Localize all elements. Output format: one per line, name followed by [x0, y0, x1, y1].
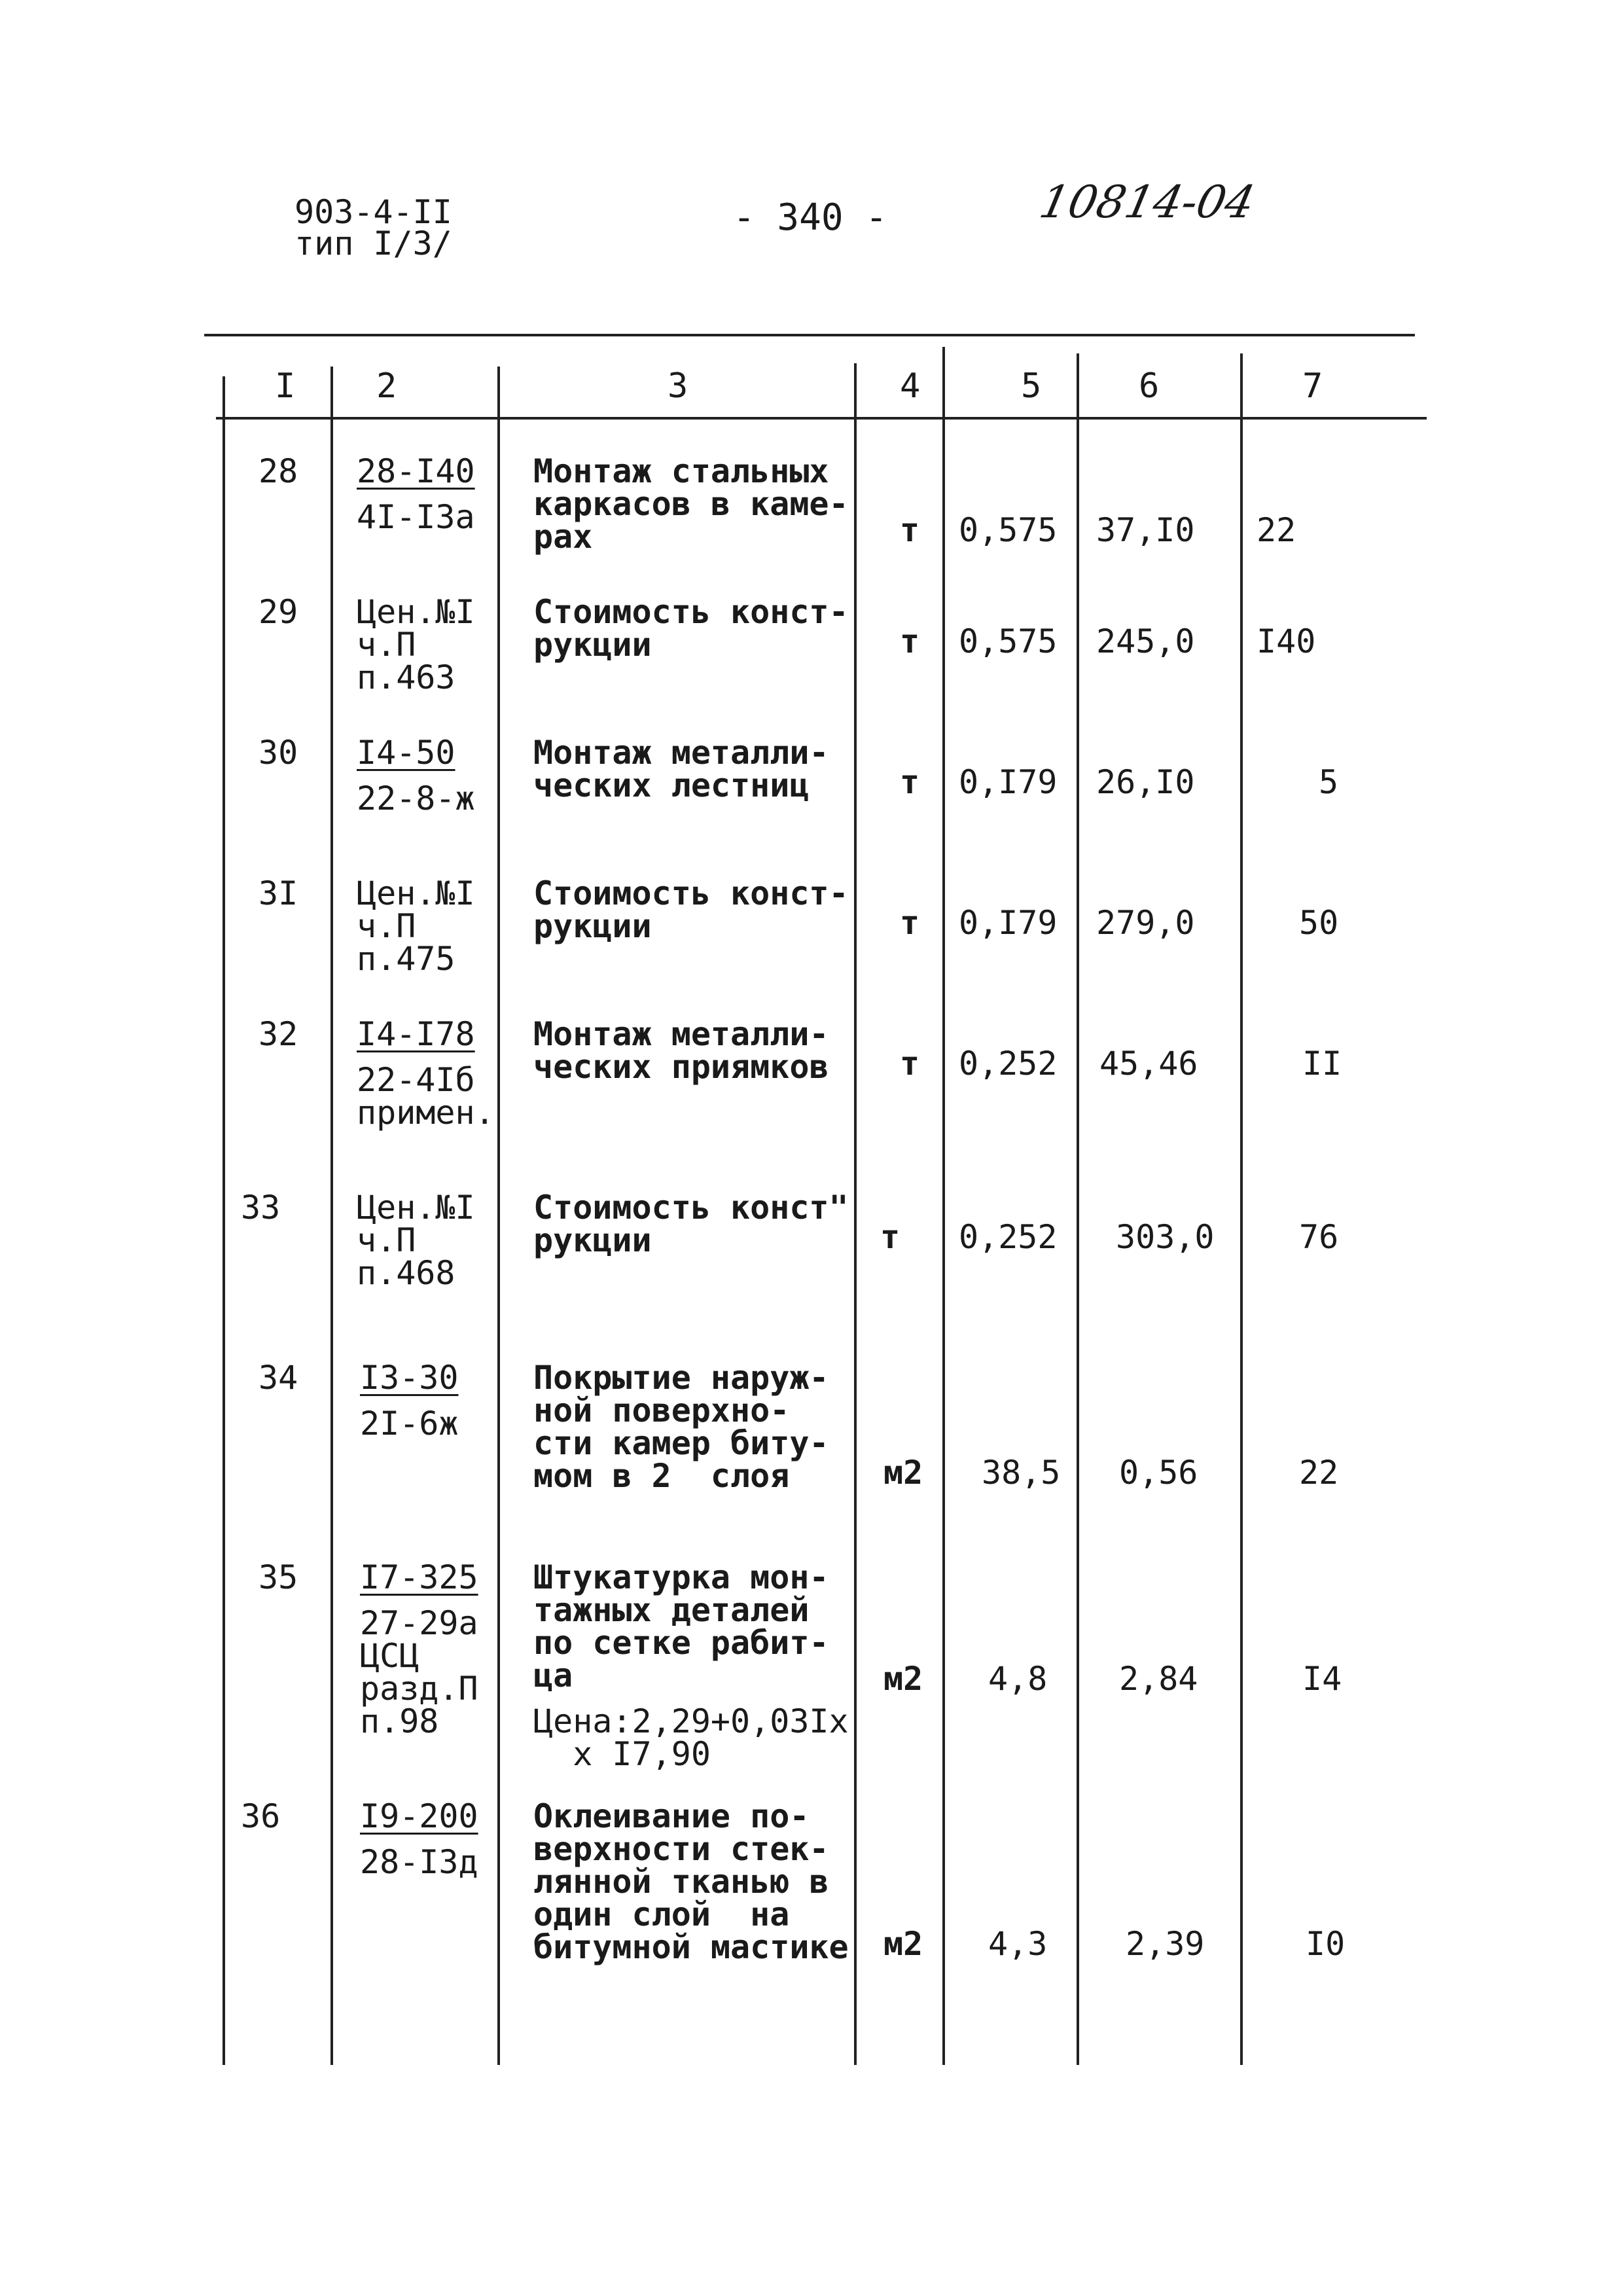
col-header-1: I — [275, 367, 296, 406]
col-header-6: 6 — [1139, 367, 1160, 406]
row-34-ref-2: 2I-6ж — [360, 1405, 459, 1443]
row-30-desc-2: ческих лестниц — [533, 766, 810, 804]
row-31-ref-2: ч.П — [357, 907, 416, 945]
row-30-total: 5 — [1319, 763, 1339, 801]
row-29-ref-1: Цен.№I — [357, 593, 475, 631]
row-35-ref-5: п.98 — [360, 1702, 439, 1740]
row-35-desc-1: Штукатурка мон- — [533, 1558, 829, 1596]
row-32-num: 32 — [259, 1015, 298, 1053]
row-34-total: 22 — [1299, 1454, 1339, 1492]
row-35-price: 2,84 — [1119, 1660, 1198, 1698]
row-28-desc-1: Монтаж стальных — [533, 452, 829, 490]
table-top-rule — [204, 334, 1415, 336]
row-31-ref-3: п.475 — [357, 940, 455, 978]
row-28-desc-2: каркасов в каме- — [533, 485, 849, 523]
row-35-ref-3: ЦСЦ — [360, 1637, 419, 1675]
row-29-desc-1: Стоимость конст- — [533, 593, 849, 631]
row-32-total: II — [1302, 1045, 1342, 1083]
col-line-4 — [942, 347, 945, 2065]
row-35-price-formula-1: Цена:2,29+0,03Iх — [533, 1702, 849, 1740]
col-header-5: 5 — [1021, 367, 1042, 406]
col-header-3: 3 — [668, 367, 688, 406]
doc-code-line2: тип I/3/ — [294, 224, 452, 262]
col-line-5 — [1077, 353, 1079, 2065]
row-36-num: 36 — [241, 1797, 281, 1835]
row-33-desc-2: рукции — [533, 1221, 652, 1259]
row-32-ref-2: 22-4Iб — [357, 1061, 475, 1099]
row-36-desc-2: верхности стек- — [533, 1830, 829, 1868]
row-36-price: 2,39 — [1126, 1925, 1205, 1963]
col-line-1 — [330, 367, 333, 2065]
row-35-desc-4: ца — [533, 1657, 573, 1695]
row-29-desc-2: рукции — [533, 626, 652, 664]
row-29-num: 29 — [259, 593, 298, 631]
row-35-qty: 4,8 — [988, 1660, 1048, 1698]
row-32-desc-1: Монтаж металли- — [533, 1015, 829, 1053]
row-32-qty: 0,252 — [959, 1045, 1058, 1083]
row-31-qty: 0,I79 — [959, 904, 1058, 942]
row-34-ref-1: I3-30 — [360, 1359, 459, 1397]
row-35-desc-3: по сетке рабит- — [533, 1624, 829, 1662]
row-33-desc-1: Стоимость конст" — [533, 1189, 849, 1227]
row-34-price: 0,56 — [1119, 1454, 1198, 1492]
row-30-price: 26,I0 — [1096, 763, 1195, 801]
row-29-ref-2: ч.П — [357, 626, 416, 664]
header-bottom-rule — [216, 417, 1427, 420]
row-28-ref-2: 4I-I3a — [357, 498, 475, 536]
row-35-ref-4: разд.П — [360, 1670, 478, 1708]
row-36-desc-3: лянной тканью в — [533, 1863, 829, 1901]
row-36-ref-1: I9-200 — [360, 1797, 478, 1835]
row-35-desc-2: тажных деталей — [533, 1591, 810, 1629]
row-33-total: 76 — [1299, 1218, 1339, 1256]
row-30-ref-2: 22-8-ж — [357, 780, 475, 817]
row-33-qty: 0,252 — [959, 1218, 1058, 1256]
col-header-4: 4 — [900, 367, 921, 406]
row-32-desc-2: ческих приямков — [533, 1048, 829, 1086]
row-36-unit: м2 — [883, 1925, 923, 1963]
row-28-unit: т — [900, 511, 920, 549]
row-31-unit: т — [900, 904, 920, 942]
row-31-price: 279,0 — [1096, 904, 1195, 942]
row-33-ref-1: Цен.№I — [357, 1189, 475, 1227]
row-35-unit: м2 — [883, 1660, 923, 1698]
row-31-ref-1: Цен.№I — [357, 874, 475, 912]
col-line-0 — [223, 376, 225, 2065]
row-30-unit: т — [900, 763, 920, 801]
row-36-desc-4: один слой на — [533, 1895, 790, 1933]
row-28-qty: 0,575 — [959, 511, 1058, 549]
row-30-ref-1: I4-50 — [357, 734, 455, 772]
row-34-desc-2: ной поверхно- — [533, 1391, 790, 1429]
row-36-desc-5: битумной мастике — [533, 1928, 849, 1966]
page-number: - 340 - — [733, 196, 888, 239]
row-33-ref-2: ч.П — [357, 1221, 416, 1259]
row-35-ref-1: I7-325 — [360, 1558, 478, 1596]
col-line-6 — [1240, 353, 1243, 2065]
row-32-price: 45,46 — [1099, 1045, 1198, 1083]
row-34-unit: м2 — [883, 1454, 923, 1492]
row-36-total: I0 — [1306, 1925, 1346, 1963]
row-34-desc-3: сти камер биту- — [533, 1424, 829, 1462]
row-34-num: 34 — [259, 1359, 298, 1397]
row-35-total: I4 — [1302, 1660, 1342, 1698]
row-35-ref-2: 27-29а — [360, 1604, 478, 1642]
row-29-ref-3: п.463 — [357, 658, 455, 696]
row-35-price-formula-2: х I7,90 — [533, 1735, 711, 1773]
row-31-num: 3I — [259, 874, 298, 912]
row-33-price: 303,0 — [1116, 1218, 1215, 1256]
row-28-desc-3: рах — [533, 518, 593, 556]
row-36-ref-2: 28-I3д — [360, 1843, 478, 1881]
row-31-total: 50 — [1299, 904, 1339, 942]
row-34-desc-4: мом в 2 слоя — [533, 1457, 790, 1495]
row-28-price: 37,I0 — [1096, 511, 1195, 549]
row-29-qty: 0,575 — [959, 622, 1058, 660]
row-36-qty: 4,3 — [988, 1925, 1048, 1963]
row-31-desc-2: рукции — [533, 907, 652, 945]
row-28-total: 22 — [1257, 511, 1296, 549]
row-30-num: 30 — [259, 734, 298, 772]
col-header-2: 2 — [376, 367, 397, 406]
row-29-unit: т — [900, 622, 920, 660]
row-35-num: 35 — [259, 1558, 298, 1596]
row-28-num: 28 — [259, 452, 298, 490]
archive-number: 10814-04 — [1035, 177, 1260, 228]
row-29-price: 245,0 — [1096, 622, 1195, 660]
col-line-3 — [854, 363, 857, 2065]
col-line-2 — [497, 367, 500, 2065]
doc-code-line1: 903-4-II — [294, 193, 452, 231]
row-33-unit: т — [880, 1218, 901, 1256]
row-32-ref-3: примен. — [357, 1094, 495, 1132]
row-30-qty: 0,I79 — [959, 763, 1058, 801]
row-34-desc-1: Покрытие наруж- — [533, 1359, 829, 1397]
row-36-desc-1: Оклеивание по- — [533, 1797, 810, 1835]
row-30-desc-1: Монтаж металли- — [533, 734, 829, 772]
row-28-ref-1: 28-I40 — [357, 452, 475, 490]
row-32-ref-1: I4-I78 — [357, 1015, 475, 1053]
row-33-ref-3: п.468 — [357, 1254, 455, 1292]
col-header-7: 7 — [1302, 367, 1323, 406]
row-33-num: 33 — [241, 1189, 281, 1227]
row-31-desc-1: Стоимость конст- — [533, 874, 849, 912]
row-29-total: I40 — [1257, 622, 1316, 660]
row-32-unit: т — [900, 1045, 920, 1083]
row-34-qty: 38,5 — [982, 1454, 1061, 1492]
